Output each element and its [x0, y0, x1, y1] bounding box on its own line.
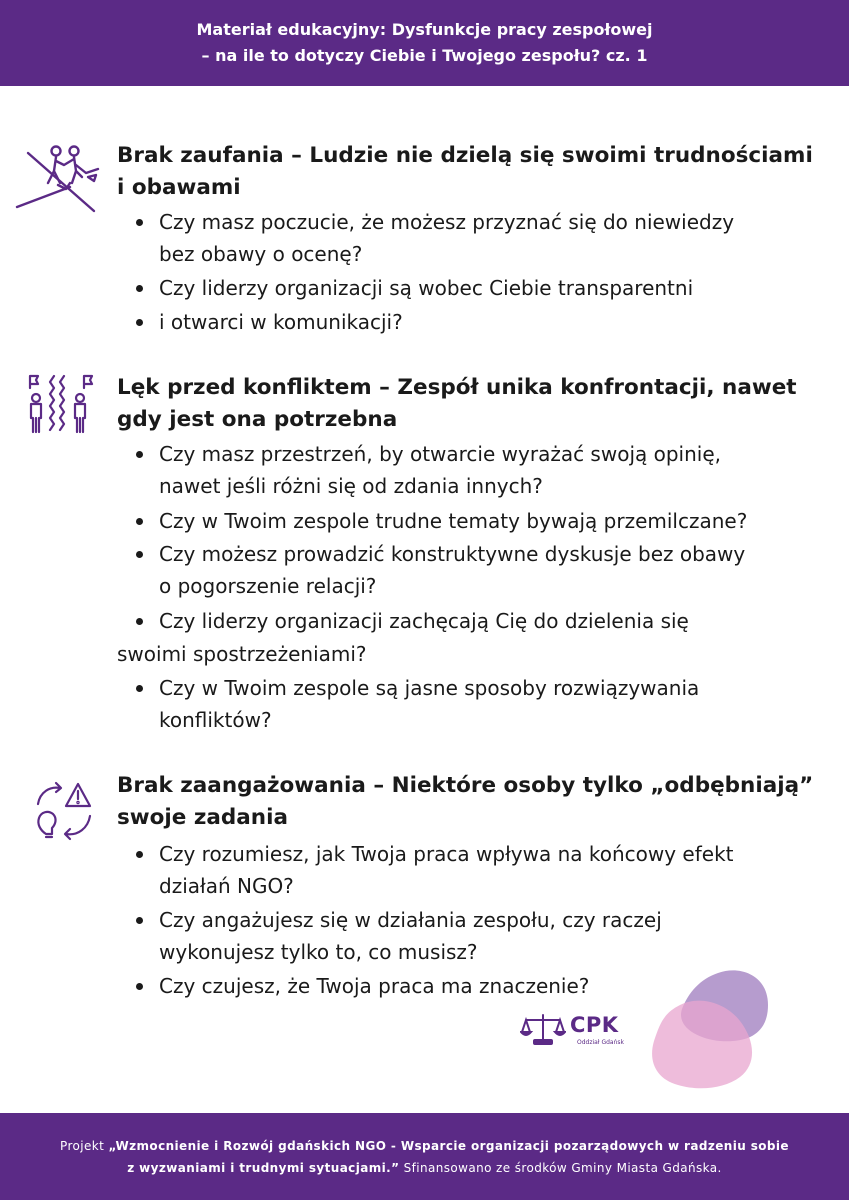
list-item: Czy masz poczucie, że możesz przyznać się do niewiedzy bez obawy o ocenę?: [159, 206, 734, 270]
section-title-conflict: Lęk przed konfliktem – Zespół unika konfrontacji, nawet gdy jest ona potrzebna: [117, 375, 797, 432]
header-title-line1: Materiał edukacyjny: Dysfunkcje pracy zespołowej: [196, 20, 653, 39]
list-item: Czy angażujesz się w działania zespołu, czy raczej wykonujesz tylko to, co musisz?: [159, 904, 662, 968]
list-item: Czy liderzy organizacji zachęcają Cię do dzielenia się swoimi spostrzeżeniami?: [0, 605, 849, 671]
idea-warning-cycle-icon: [32, 778, 96, 842]
list-item: Czy czujesz, że Twoja praca ma znaczenie?: [159, 970, 589, 1002]
list-item: Czy liderzy organizacji są wobec Ciebie transparentni: [159, 272, 693, 304]
list-item: Czy możesz prowadzić konstruktywne dyskusje bez obawy o pogorszenie relacji?: [159, 538, 745, 602]
logo-subtitle: Oddział Gdańsk: [577, 1039, 624, 1046]
header-title-line2: – na ile to dotyczy Ciebie i Twojego zespołu? cz. 1: [201, 46, 648, 65]
list-item: i otwarci w komunikacji?: [159, 306, 403, 338]
footer-line2: z wyzwaniami i trudnymi sytuacjami.” Sfinansowano ze środków Gminy Miasta Gdańska.: [127, 1160, 722, 1175]
logo-name: CPK: [570, 1013, 619, 1037]
decorative-blobs: [640, 965, 780, 1095]
header-banner: [0, 0, 849, 86]
broken-trust-icon: [14, 143, 100, 213]
footer-line1: Projekt „Wzmocnienie i Rozwój gdańskich NGO - Wsparcie organizacji pozarządowych w radzeniu sobie: [60, 1138, 789, 1153]
section-title-engagement: Brak zaangażowania – Niektóre osoby tylko „odbębniają” swoje zadania: [117, 773, 814, 830]
section-title-trust: Brak zaufania – Ludzie nie dzielą się swoimi trudnościami i obawami: [117, 143, 813, 200]
list-item: Czy w Twoim zespole trudne tematy bywają przemilczane?: [159, 505, 747, 537]
list-item: Czy w Twoim zespole są jasne sposoby rozwiązywania konfliktów?: [159, 672, 699, 736]
scales-icon: [520, 1012, 566, 1046]
footer-banner: [0, 1113, 849, 1200]
conflict-people-icon: [24, 372, 94, 436]
list-item: Czy rozumiesz, jak Twoja praca wpływa na końcowy efekt działań NGO?: [159, 838, 734, 902]
list-item: Czy masz przestrzeń, by otwarcie wyrażać swoją opinię, nawet jeśli różni się od zdania innych?: [159, 438, 721, 502]
